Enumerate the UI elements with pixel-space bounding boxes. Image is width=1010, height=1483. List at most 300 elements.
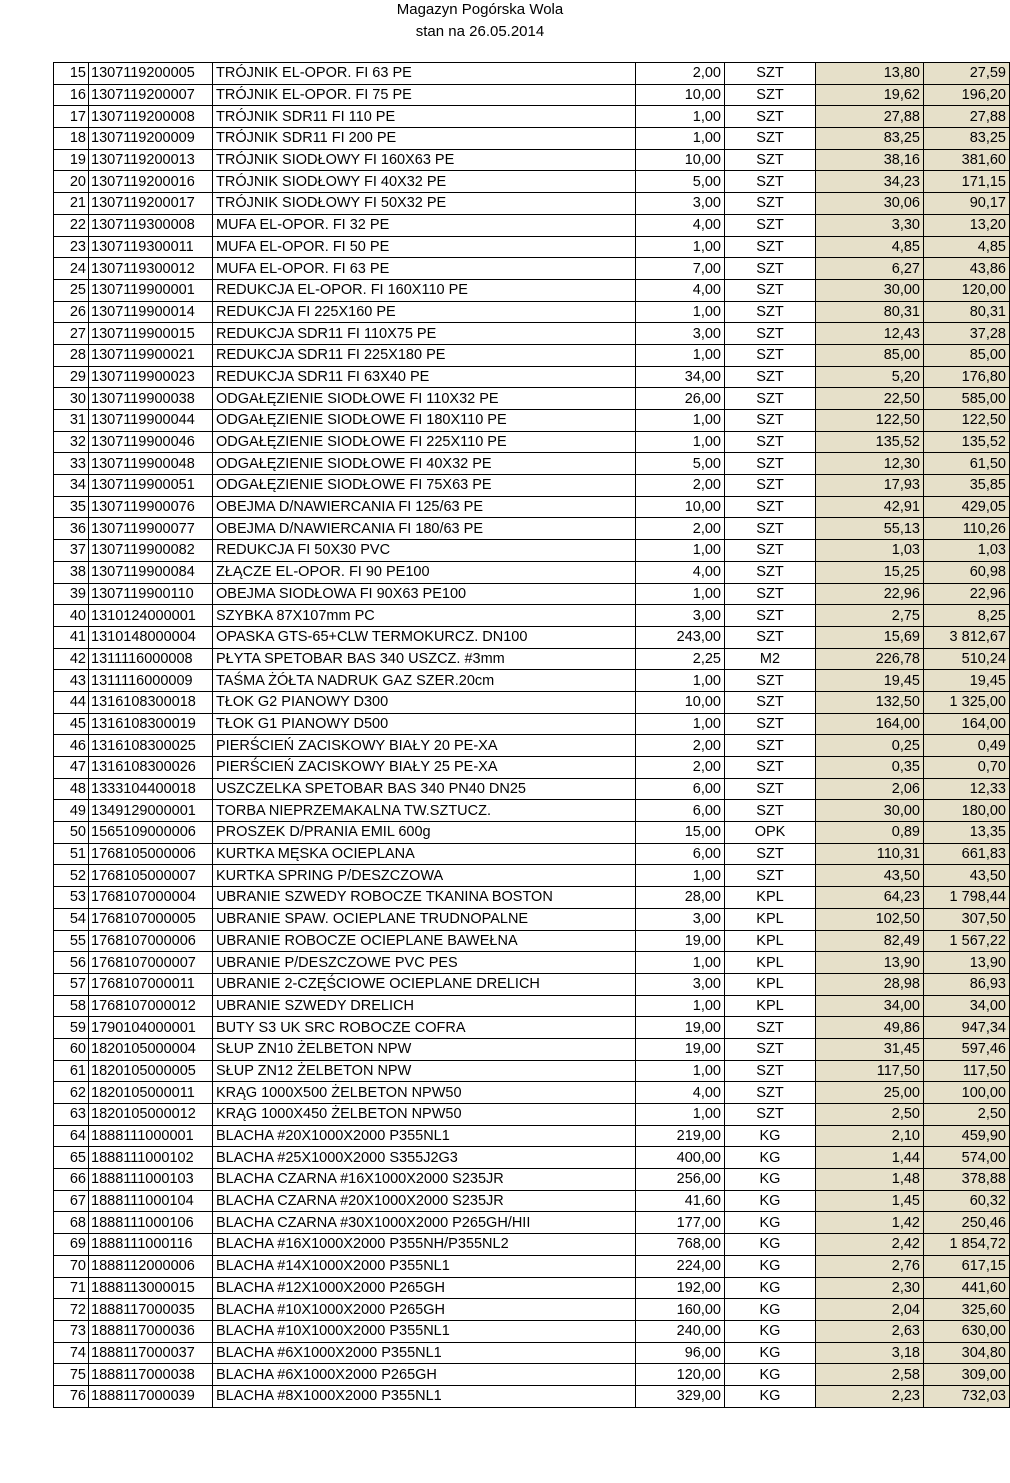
item-name: REDUKCJA SDR11 FI 63X40 PE [213, 366, 636, 388]
item-name: TORBA NIEPRZEMAKALNA TW.SZTUCZ. [213, 800, 636, 822]
item-index: 1307119900015 [89, 323, 213, 345]
row-number: 26 [54, 301, 89, 323]
row-number: 36 [54, 518, 89, 540]
item-unit: SZT [725, 1082, 816, 1104]
row-number: 37 [54, 540, 89, 562]
item-price: 2,58 [816, 1364, 924, 1386]
item-name: OBEJMA D/NAWIERCANIA FI 125/63 PE [213, 496, 636, 518]
item-price: 19,45 [816, 670, 924, 692]
item-unit: KG [725, 1277, 816, 1299]
item-name: SŁUP ZN10 ŻELBETON NPW [213, 1038, 636, 1060]
item-unit: SZT [725, 605, 816, 627]
row-number: 24 [54, 258, 89, 280]
table-row [54, 128, 1010, 150]
row-number: 28 [54, 344, 89, 366]
item-name: REDUKCJA SDR11 FI 225X180 PE [213, 344, 636, 366]
row-number: 51 [54, 843, 89, 865]
item-unit: KG [725, 1299, 816, 1321]
table-row [54, 366, 1010, 388]
table-row [54, 496, 1010, 518]
item-price: 43,50 [816, 865, 924, 887]
item-quantity: 15,00 [636, 822, 725, 844]
item-price: 38,16 [816, 149, 924, 171]
row-number: 32 [54, 431, 89, 453]
item-unit: SZT [725, 540, 816, 562]
table-row [54, 952, 1010, 974]
item-unit: KG [725, 1320, 816, 1342]
row-number: 34 [54, 475, 89, 497]
item-price: 117,50 [816, 1060, 924, 1082]
row-number: 75 [54, 1364, 89, 1386]
item-unit: SZT [725, 1104, 816, 1126]
item-index: 1820105000012 [89, 1104, 213, 1126]
item-name: SZYBKA 87X107mm PC [213, 605, 636, 627]
item-value: 83,25 [924, 128, 1010, 150]
item-unit: SZT [725, 757, 816, 779]
item-quantity: 3,00 [636, 908, 725, 930]
item-unit: SZT [725, 843, 816, 865]
item-price: 2,50 [816, 1104, 924, 1126]
item-index: 1768107000005 [89, 908, 213, 930]
item-quantity: 10,00 [636, 691, 725, 713]
item-unit: SZT [725, 561, 816, 583]
item-name: KURTKA SPRING P/DESZCZOWA [213, 865, 636, 887]
item-price: 0,35 [816, 757, 924, 779]
table-row [54, 605, 1010, 627]
item-index: 1307119200007 [89, 84, 213, 106]
table-row [54, 713, 1010, 735]
item-quantity: 2,25 [636, 648, 725, 670]
table-row [54, 757, 1010, 779]
item-name: REDUKCJA EL-OPOR. FI 160X110 PE [213, 279, 636, 301]
item-index: 1307119900021 [89, 344, 213, 366]
item-index: 1888117000038 [89, 1364, 213, 1386]
row-number: 76 [54, 1385, 89, 1407]
item-quantity: 1,00 [636, 106, 725, 128]
item-name: UBRANIE SZWEDY DRELICH [213, 995, 636, 1017]
item-value: 180,00 [924, 800, 1010, 822]
item-value: 3 812,67 [924, 626, 1010, 648]
table-row [54, 1147, 1010, 1169]
item-value: 110,26 [924, 518, 1010, 540]
item-price: 30,00 [816, 279, 924, 301]
item-name: UBRANIE SZWEDY ROBOCZE TKANINA BOSTON [213, 887, 636, 909]
item-index: 1316108300026 [89, 757, 213, 779]
item-price: 15,25 [816, 561, 924, 583]
item-quantity: 1,00 [636, 1104, 725, 1126]
table-row [54, 626, 1010, 648]
item-quantity: 3,00 [636, 973, 725, 995]
table-row [54, 388, 1010, 410]
item-index: 1790104000001 [89, 1017, 213, 1039]
item-quantity: 1,00 [636, 410, 725, 432]
item-name: BLACHA #16X1000X2000 P355NH/P355NL2 [213, 1234, 636, 1256]
row-number: 72 [54, 1299, 89, 1321]
table-row [54, 887, 1010, 909]
item-index: 1307119900110 [89, 583, 213, 605]
item-price: 30,06 [816, 193, 924, 215]
item-name: TRÓJNIK EL-OPOR. FI 75 PE [213, 84, 636, 106]
row-number: 65 [54, 1147, 89, 1169]
row-number: 44 [54, 691, 89, 713]
item-value: 61,50 [924, 453, 1010, 475]
item-quantity: 2,00 [636, 518, 725, 540]
item-price: 132,50 [816, 691, 924, 713]
item-quantity: 1,00 [636, 236, 725, 258]
item-quantity: 10,00 [636, 496, 725, 518]
item-unit: KG [725, 1364, 816, 1386]
item-unit: KG [725, 1342, 816, 1364]
item-price: 85,00 [816, 344, 924, 366]
item-quantity: 2,00 [636, 475, 725, 497]
item-value: 307,50 [924, 908, 1010, 930]
item-value: 732,03 [924, 1385, 1010, 1407]
item-price: 55,13 [816, 518, 924, 540]
item-index: 1307119900076 [89, 496, 213, 518]
item-value: 1 798,44 [924, 887, 1010, 909]
item-unit: KG [725, 1385, 816, 1407]
item-name: BLACHA #12X1000X2000 P265GH [213, 1277, 636, 1299]
item-unit: KPL [725, 973, 816, 995]
item-quantity: 768,00 [636, 1234, 725, 1256]
warehouse-title: Magazyn Pogórska Wola [396, 1, 564, 18]
item-value: 27,88 [924, 106, 1010, 128]
item-name: BLACHA CZARNA #20X1000X2000 S235JR [213, 1190, 636, 1212]
table-row [54, 670, 1010, 692]
item-price: 5,20 [816, 366, 924, 388]
table-row [54, 1255, 1010, 1277]
item-name: BUTY S3 UK SRC ROBOCZE COFRA [213, 1017, 636, 1039]
item-price: 6,27 [816, 258, 924, 280]
table-row [54, 843, 1010, 865]
item-unit: SZT [725, 410, 816, 432]
item-index: 1888111000001 [89, 1125, 213, 1147]
table-row [54, 1082, 1010, 1104]
item-index: 1768107000006 [89, 930, 213, 952]
table-row [54, 1125, 1010, 1147]
item-index: 1311116000009 [89, 670, 213, 692]
item-value: 8,25 [924, 605, 1010, 627]
item-quantity: 1,00 [636, 301, 725, 323]
row-number: 33 [54, 453, 89, 475]
item-index: 1316108300018 [89, 691, 213, 713]
item-index: 1307119900044 [89, 410, 213, 432]
table-row [54, 691, 1010, 713]
row-number: 23 [54, 236, 89, 258]
item-price: 2,30 [816, 1277, 924, 1299]
item-name: TRÓJNIK SDR11 FI 200 PE [213, 128, 636, 150]
item-name: BLACHA #10X1000X2000 P355NL1 [213, 1320, 636, 1342]
table-row [54, 106, 1010, 128]
item-name: UBRANIE SPAW. OCIEPLANE TRUDNOPALNE [213, 908, 636, 930]
item-price: 2,63 [816, 1320, 924, 1342]
table-row [54, 822, 1010, 844]
table-row [54, 518, 1010, 540]
item-price: 28,98 [816, 973, 924, 995]
item-name: BLACHA #8X1000X2000 P355NL1 [213, 1385, 636, 1407]
item-index: 1888113000015 [89, 1277, 213, 1299]
item-value: 13,90 [924, 952, 1010, 974]
item-unit: SZT [725, 193, 816, 215]
item-value: 1,03 [924, 540, 1010, 562]
item-quantity: 7,00 [636, 258, 725, 280]
item-name: PIERŚCIEŃ ZACISKOWY BIAŁY 25 PE-XA [213, 757, 636, 779]
row-number: 17 [54, 106, 89, 128]
item-index: 1888112000006 [89, 1255, 213, 1277]
item-unit: OPK [725, 822, 816, 844]
item-name: KRĄG 1000X500 ŻELBETON NPW50 [213, 1082, 636, 1104]
item-value: 80,31 [924, 301, 1010, 323]
item-unit: SZT [725, 800, 816, 822]
item-index: 1820105000011 [89, 1082, 213, 1104]
item-name: REDUKCJA FI 50X30 PVC [213, 540, 636, 562]
item-name: TRÓJNIK SIODŁOWY FI 40X32 PE [213, 171, 636, 193]
row-number: 70 [54, 1255, 89, 1277]
row-number: 29 [54, 366, 89, 388]
table-row [54, 540, 1010, 562]
row-number: 15 [54, 63, 89, 85]
row-number: 63 [54, 1104, 89, 1126]
item-unit: SZT [725, 366, 816, 388]
table-row [54, 800, 1010, 822]
item-price: 2,10 [816, 1125, 924, 1147]
item-name: ODGAŁĘZIENIE SIODŁOWE FI 40X32 PE [213, 453, 636, 475]
item-name: BLACHA #10X1000X2000 P265GH [213, 1299, 636, 1321]
item-price: 25,00 [816, 1082, 924, 1104]
inventory-table [53, 62, 1010, 1408]
item-quantity: 6,00 [636, 778, 725, 800]
item-index: 1307119200009 [89, 128, 213, 150]
item-unit: KPL [725, 995, 816, 1017]
row-number: 47 [54, 757, 89, 779]
item-quantity: 1,00 [636, 995, 725, 1017]
item-name: USZCZELKA SPETOBAR BAS 340 PN40 DN25 [213, 778, 636, 800]
item-unit: SZT [725, 171, 816, 193]
item-name: BLACHA #6X1000X2000 P355NL1 [213, 1342, 636, 1364]
item-value: 617,15 [924, 1255, 1010, 1277]
row-number: 56 [54, 952, 89, 974]
item-value: 1 567,22 [924, 930, 1010, 952]
row-number: 52 [54, 865, 89, 887]
item-index: 1888111000104 [89, 1190, 213, 1212]
item-quantity: 10,00 [636, 84, 725, 106]
item-index: 1888111000102 [89, 1147, 213, 1169]
table-row [54, 149, 1010, 171]
item-price: 19,62 [816, 84, 924, 106]
item-price: 12,43 [816, 323, 924, 345]
table-row [54, 865, 1010, 887]
item-name: OBEJMA SIODŁOWA FI 90X63 PE100 [213, 583, 636, 605]
item-value: 459,90 [924, 1125, 1010, 1147]
item-name: SŁUP ZN12 ŻELBETON NPW [213, 1060, 636, 1082]
item-index: 1768105000006 [89, 843, 213, 865]
item-value: 12,33 [924, 778, 1010, 800]
item-quantity: 1,00 [636, 865, 725, 887]
item-value: 60,32 [924, 1190, 1010, 1212]
item-unit: SZT [725, 214, 816, 236]
item-price: 2,06 [816, 778, 924, 800]
item-unit: SZT [725, 323, 816, 345]
table-row [54, 995, 1010, 1017]
item-quantity: 41,60 [636, 1190, 725, 1212]
item-index: 1307119900046 [89, 431, 213, 453]
item-name: ODGAŁĘZIENIE SIODŁOWE FI 110X32 PE [213, 388, 636, 410]
item-index: 1768107000004 [89, 887, 213, 909]
item-price: 64,23 [816, 887, 924, 909]
row-number: 42 [54, 648, 89, 670]
row-number: 54 [54, 908, 89, 930]
row-number: 57 [54, 973, 89, 995]
item-index: 1310124000001 [89, 605, 213, 627]
row-number: 55 [54, 930, 89, 952]
item-quantity: 256,00 [636, 1169, 725, 1191]
table-row [54, 930, 1010, 952]
item-quantity: 240,00 [636, 1320, 725, 1342]
item-unit: SZT [725, 691, 816, 713]
item-name: MUFA EL-OPOR. FI 32 PE [213, 214, 636, 236]
item-value: 13,35 [924, 822, 1010, 844]
table-row [54, 214, 1010, 236]
item-value: 100,00 [924, 1082, 1010, 1104]
item-name: BLACHA #6X1000X2000 P265GH [213, 1364, 636, 1386]
item-name: BLACHA #25X1000X2000 S355J2G3 [213, 1147, 636, 1169]
item-unit: SZT [725, 236, 816, 258]
item-unit: SZT [725, 865, 816, 887]
item-price: 1,45 [816, 1190, 924, 1212]
item-index: 1307119900023 [89, 366, 213, 388]
table-row [54, 193, 1010, 215]
row-number: 40 [54, 605, 89, 627]
row-number: 27 [54, 323, 89, 345]
document-header [0, 0, 960, 62]
item-quantity: 3,00 [636, 193, 725, 215]
item-price: 31,45 [816, 1038, 924, 1060]
item-unit: SZT [725, 713, 816, 735]
item-name: REDUKCJA SDR11 FI 110X75 PE [213, 323, 636, 345]
row-number: 21 [54, 193, 89, 215]
item-unit: KPL [725, 887, 816, 909]
item-unit: SZT [725, 1017, 816, 1039]
item-index: 1888117000039 [89, 1385, 213, 1407]
item-unit: KPL [725, 952, 816, 974]
item-index: 1768107000007 [89, 952, 213, 974]
item-name: MUFA EL-OPOR. FI 50 PE [213, 236, 636, 258]
item-name: TRÓJNIK EL-OPOR. FI 63 PE [213, 63, 636, 85]
item-unit: SZT [725, 149, 816, 171]
item-quantity: 19,00 [636, 1038, 725, 1060]
item-quantity: 1,00 [636, 128, 725, 150]
item-price: 2,04 [816, 1299, 924, 1321]
item-price: 34,23 [816, 171, 924, 193]
row-number: 74 [54, 1342, 89, 1364]
row-number: 59 [54, 1017, 89, 1039]
table-row [54, 561, 1010, 583]
item-quantity: 177,00 [636, 1212, 725, 1234]
table-row [54, 1364, 1010, 1386]
item-unit: SZT [725, 63, 816, 85]
item-price: 0,89 [816, 822, 924, 844]
item-name: OBEJMA D/NAWIERCANIA FI 180/63 PE [213, 518, 636, 540]
item-index: 1888111000116 [89, 1234, 213, 1256]
item-index: 1311116000008 [89, 648, 213, 670]
item-unit: KG [725, 1190, 816, 1212]
item-name: TAŚMA ŻÓŁTA NADRUK GAZ SZER.20cm [213, 670, 636, 692]
item-index: 1888117000036 [89, 1320, 213, 1342]
item-quantity: 160,00 [636, 1299, 725, 1321]
item-name: UBRANIE ROBOCZE OCIEPLANE BAWEŁNA [213, 930, 636, 952]
row-number: 31 [54, 410, 89, 432]
item-value: 250,46 [924, 1212, 1010, 1234]
table-row [54, 301, 1010, 323]
item-quantity: 120,00 [636, 1364, 725, 1386]
item-value: 381,60 [924, 149, 1010, 171]
item-name: OPASKA GTS-65+CLW TERMOKURCZ. DN100 [213, 626, 636, 648]
item-price: 102,50 [816, 908, 924, 930]
item-unit: SZT [725, 735, 816, 757]
table-row [54, 475, 1010, 497]
item-unit: KG [725, 1125, 816, 1147]
item-unit: SZT [725, 279, 816, 301]
table-row [54, 1385, 1010, 1407]
item-value: 510,24 [924, 648, 1010, 670]
item-quantity: 2,00 [636, 63, 725, 85]
item-value: 37,28 [924, 323, 1010, 345]
item-name: ODGAŁĘZIENIE SIODŁOWE FI 225X110 PE [213, 431, 636, 453]
item-quantity: 1,00 [636, 540, 725, 562]
item-index: 1307119900077 [89, 518, 213, 540]
item-price: 22,96 [816, 583, 924, 605]
item-value: 122,50 [924, 410, 1010, 432]
item-index: 1888111000103 [89, 1169, 213, 1191]
row-number: 61 [54, 1060, 89, 1082]
item-value: 947,34 [924, 1017, 1010, 1039]
item-value: 22,96 [924, 583, 1010, 605]
row-number: 50 [54, 822, 89, 844]
item-value: 135,52 [924, 431, 1010, 453]
item-price: 27,88 [816, 106, 924, 128]
item-unit: KG [725, 1147, 816, 1169]
row-number: 19 [54, 149, 89, 171]
item-unit: KPL [725, 908, 816, 930]
item-price: 1,03 [816, 540, 924, 562]
item-name: PROSZEK D/PRANIA EMIL 600g [213, 822, 636, 844]
item-value: 35,85 [924, 475, 1010, 497]
item-quantity: 4,00 [636, 1082, 725, 1104]
item-value: 60,98 [924, 561, 1010, 583]
item-value: 43,50 [924, 865, 1010, 887]
item-price: 82,49 [816, 930, 924, 952]
row-number: 48 [54, 778, 89, 800]
item-index: 1310148000004 [89, 626, 213, 648]
item-unit: SZT [725, 626, 816, 648]
row-number: 30 [54, 388, 89, 410]
item-name: ODGAŁĘZIENIE SIODŁOWE FI 75X63 PE [213, 475, 636, 497]
table-row [54, 1320, 1010, 1342]
item-index: 1565109000006 [89, 822, 213, 844]
item-index: 1307119200016 [89, 171, 213, 193]
item-name: BLACHA #20X1000X2000 P355NL1 [213, 1125, 636, 1147]
item-index: 1768105000007 [89, 865, 213, 887]
table-row [54, 1342, 1010, 1364]
table-row [54, 84, 1010, 106]
item-index: 1307119900038 [89, 388, 213, 410]
item-unit: SZT [725, 431, 816, 453]
item-quantity: 329,00 [636, 1385, 725, 1407]
item-quantity: 5,00 [636, 171, 725, 193]
table-row [54, 258, 1010, 280]
table-row [54, 1169, 1010, 1191]
item-quantity: 26,00 [636, 388, 725, 410]
